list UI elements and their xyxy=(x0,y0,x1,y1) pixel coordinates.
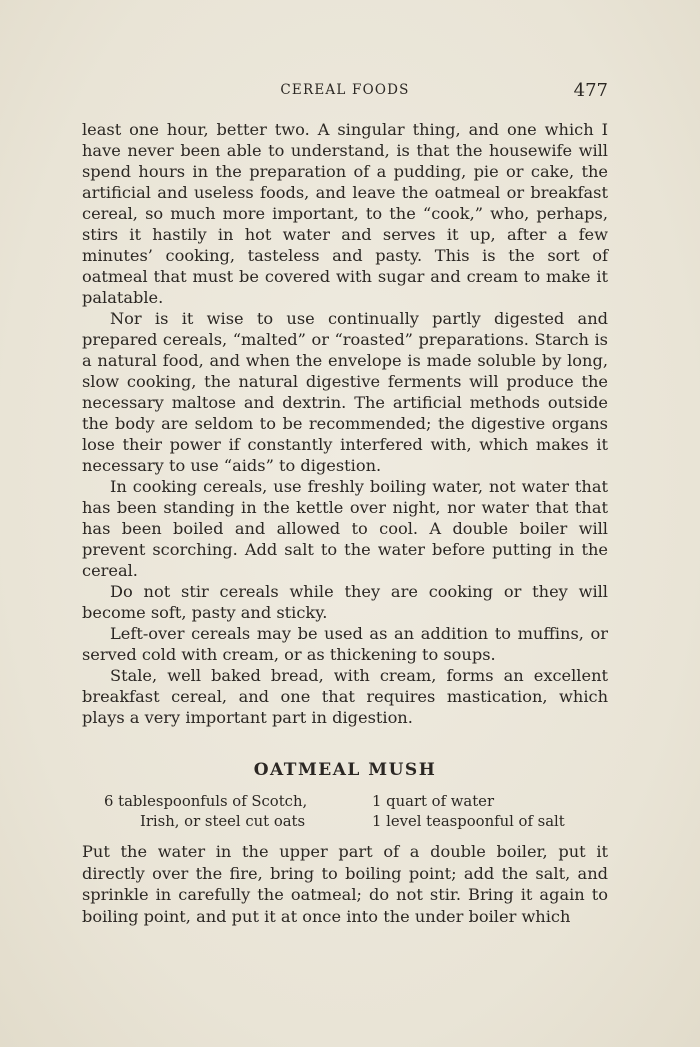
body-text xyxy=(82,119,608,728)
running-title: CEREAL FOODS xyxy=(280,82,410,98)
recipe-instructions: Put the water in the upper part of a double boiler, put it directly over the fire, bring to boiling point; add the salt, and sprinkle in carefully the oatmeal; do not stir. Bring it again to boiling point, and put it at once into the under boiler which xyxy=(82,842,608,926)
paragraph: least one hour, better two. A singular thing, and one which I have never been able to understand, is that the housewife will spend hours in the preparation of a pudding, pie or cake, the artificial and useless foods, and leave the oatmeal or breakfast cereal, so much more important, to the “cook,” who, perhaps, stirs it hastily in hot water and serves it up, after a few minutes’ cooking, tasteless and pasty. This is the sort of oatmeal that must be covered with sugar and cream to make it palatable. xyxy=(82,120,608,307)
ingredient-line: 1 level teaspoonful of salt xyxy=(372,813,565,830)
ingredient-line: 6 tablespoonfuls of Scotch, xyxy=(104,793,308,810)
ingredient-line: 1 quart of water xyxy=(372,793,495,810)
paragraph: In cooking cereals, use freshly boiling water, not water that has been standing in the kettle over night, nor water that that has been boiled and allowed to cool. A double boiler will prevent scorching. Add salt to the water before putting in the cereal. xyxy=(82,477,608,580)
page-header xyxy=(82,80,608,104)
recipe-title: OATMEAL MUSH xyxy=(253,760,437,780)
ingredient-line: Irish, or steel cut oats xyxy=(140,813,306,830)
paragraph: Stale, well baked bread, with cream, forms an excellent breakfast cereal, and one that requires mastication, which plays a very important part in digestion. xyxy=(82,666,608,727)
page-number: 477 xyxy=(573,80,608,101)
paragraph: Do not stir cereals while they are cooking or they will become soft, pasty and sticky. xyxy=(82,582,608,622)
paragraph: Nor is it wise to use continually partly digested and prepared cereals, “malted” or “roasted” preparations. Starch is a natural food, and when the envelope is made soluble by long, slow cooking, the natural digestive ferments will produce the necessary maltose and dextrin. The artificial methods outside the body are seldom to be recommended; the digestive organs lose their power if constantly interfered with, which makes it necessary to use “aids” to digestion. xyxy=(82,309,608,475)
paragraph: Left-over cereals may be used as an addition to muffins, or served cold with cream, or as thickening to soups. xyxy=(82,624,608,664)
ingredient-column-right xyxy=(372,792,608,832)
ingredient-column-left xyxy=(104,792,374,832)
